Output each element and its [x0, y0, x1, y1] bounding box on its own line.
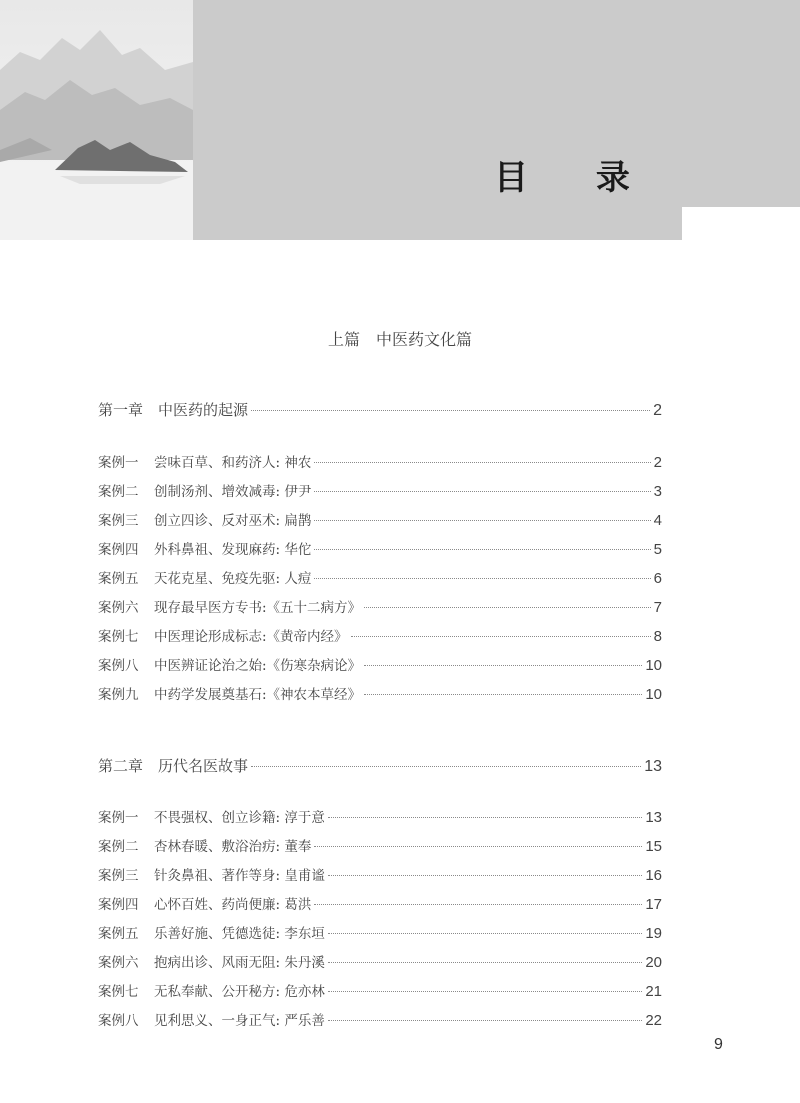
toc-entry[interactable]: [98, 596, 662, 616]
case-number: 案例二: [98, 484, 139, 500]
dot-leader: [314, 845, 642, 847]
dot-leader: [251, 409, 650, 411]
case-page: 15: [645, 838, 662, 855]
case-title: 乐善好施、凭德选徒: 李东垣: [154, 926, 325, 942]
toc-entry[interactable]: [98, 451, 662, 471]
case-page: 19: [645, 925, 662, 942]
case-number: 案例二: [98, 839, 139, 855]
case-page: 17: [645, 896, 662, 913]
case-title: 心怀百姓、药尚便廉: 葛洪: [154, 897, 312, 913]
case-title: 现存最早医方专书:《五十二病方》: [154, 600, 362, 616]
chapter-1-line[interactable]: [98, 399, 662, 420]
chapter-label: 第二章 历代名医故事: [98, 758, 249, 775]
toc-entry[interactable]: [98, 683, 662, 703]
case-page: 6: [653, 570, 662, 587]
case-page: 10: [645, 686, 662, 703]
dot-leader: [251, 765, 641, 767]
case-number: 案例三: [98, 868, 139, 884]
case-title: 无私奉献、公开秘方: 危亦林: [154, 984, 325, 1000]
toc-entry[interactable]: [98, 951, 662, 971]
page-number: 9: [714, 1036, 723, 1053]
case-title: 创立四诊、反对巫术: 扁鹊: [154, 513, 312, 529]
case-number: 案例六: [98, 955, 139, 971]
header-tab: [682, 0, 800, 207]
dot-leader: [351, 635, 651, 637]
dot-leader: [328, 816, 642, 818]
case-number: 案例八: [98, 658, 139, 674]
case-title: 中医理论形成标志:《黄帝内经》: [154, 629, 348, 645]
case-page: 22: [645, 1012, 662, 1029]
case-title: 见利思义、一身正气: 严乐善: [154, 1013, 325, 1029]
case-title: 中医辨证论治之始:《伤寒杂病论》: [154, 658, 362, 674]
chapter-page: 2: [653, 402, 662, 419]
dot-leader: [314, 903, 642, 905]
part-title: 上篇 中医药文化篇: [327, 332, 472, 349]
case-title: 外科鼻祖、发现麻药: 华佗: [154, 542, 312, 558]
case-number: 案例六: [98, 600, 139, 616]
toc-entry[interactable]: [98, 922, 662, 942]
toc-entry[interactable]: [98, 1009, 662, 1029]
case-page: 10: [645, 657, 662, 674]
dot-leader: [328, 990, 642, 992]
case-number: 案例七: [98, 629, 139, 645]
case-number: 案例八: [98, 1013, 139, 1029]
dot-leader: [314, 519, 650, 521]
toc-entry[interactable]: [98, 480, 662, 500]
case-number: 案例一: [98, 810, 139, 826]
toc-entry[interactable]: [98, 864, 662, 884]
case-page: 13: [645, 809, 662, 826]
case-page: 5: [653, 541, 662, 558]
case-title: 尝味百草、和药济人: 神农: [154, 455, 312, 471]
dot-leader: [328, 961, 642, 963]
case-title: 针灸鼻祖、著作等身: 皇甫谧: [154, 868, 325, 884]
case-title: 天花克星、免疫先驱: 人痘: [154, 571, 312, 587]
toc-entry[interactable]: [98, 893, 662, 913]
dot-leader: [328, 1019, 642, 1021]
dot-leader: [364, 664, 642, 666]
case-title: 中药学发展奠基石:《神农本草经》: [154, 687, 362, 703]
case-title: 不畏强权、创立诊籍: 淳于意: [154, 810, 325, 826]
case-number: 案例七: [98, 984, 139, 1000]
case-page: 16: [645, 867, 662, 884]
case-number: 案例一: [98, 455, 139, 471]
case-number: 案例四: [98, 897, 139, 913]
dot-leader: [314, 490, 650, 492]
dot-leader: [364, 693, 642, 695]
case-title: 抱病出诊、风雨无阻: 朱丹溪: [154, 955, 325, 971]
case-page: 4: [653, 512, 662, 529]
case-page: 7: [653, 599, 662, 616]
case-page: 2: [653, 454, 662, 471]
case-number: 案例三: [98, 513, 139, 529]
toc-entry[interactable]: [98, 980, 662, 1000]
case-title: 杏林春暖、敷浴治疠: 董奉: [154, 839, 312, 855]
case-number: 案例四: [98, 542, 139, 558]
dot-leader: [314, 577, 650, 579]
chapter-2-line[interactable]: [98, 755, 662, 776]
case-number: 案例五: [98, 926, 139, 942]
chapter-label: 第一章 中医药的起源: [98, 402, 249, 419]
chapter-page: 13: [644, 758, 662, 775]
page-title: 目 录: [494, 158, 658, 198]
toc-entry[interactable]: [98, 625, 662, 645]
dot-leader: [364, 606, 651, 608]
landscape-illustration: [0, 0, 193, 240]
toc-entry[interactable]: [98, 806, 662, 826]
toc-entry[interactable]: [98, 835, 662, 855]
dot-leader: [328, 874, 642, 876]
dot-leader: [328, 932, 642, 934]
case-page: 3: [653, 483, 662, 500]
dot-leader: [314, 548, 650, 550]
case-number: 案例五: [98, 571, 139, 587]
dot-leader: [314, 461, 650, 463]
case-page: 21: [645, 983, 662, 1000]
toc-entry[interactable]: [98, 509, 662, 529]
case-title: 创制汤剂、增效减毒: 伊尹: [154, 484, 312, 500]
case-number: 案例九: [98, 687, 139, 703]
toc-entry[interactable]: [98, 567, 662, 587]
toc-entry[interactable]: [98, 654, 662, 674]
case-page: 8: [653, 628, 662, 645]
toc-entry[interactable]: [98, 538, 662, 558]
case-page: 20: [645, 954, 662, 971]
